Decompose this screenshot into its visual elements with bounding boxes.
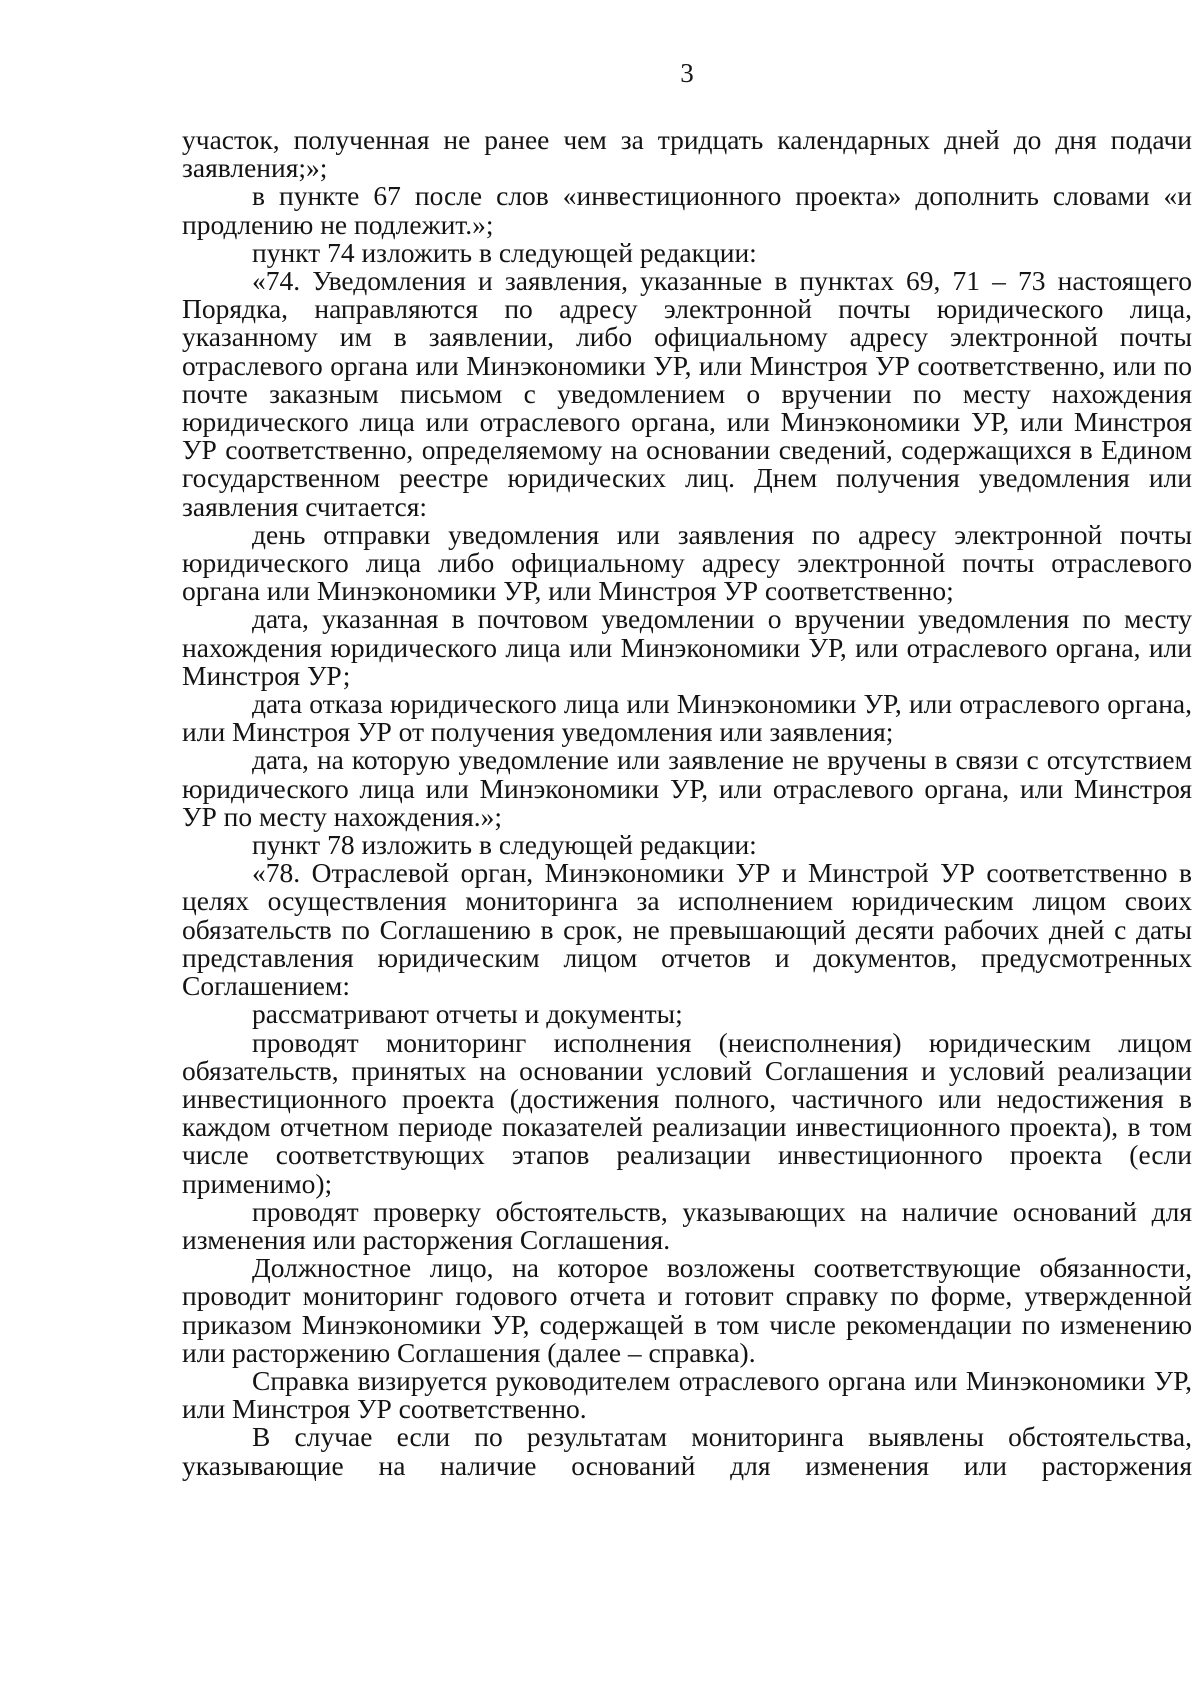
paragraph: дата отказа юридического лица или Минэкономики УР, или отраслевого органа, или Минстроя УР от получения уведомления или заявления;	[182, 688, 1192, 748]
paragraph: дата, на которую уведомление или заявление не вручены в связи с отсутствием юридического лица или Минэкономики УР, или отраслевого органа, или Минстроя УР по месту нахождения.»;	[182, 744, 1192, 832]
paragraph: Должностное лицо, на которое возложены соответствующие обязанности, проводит мониторинг годового отчета и готовит справку по форме, утвержденной приказом Минэкономики УР, содержащей в том числе рекомендации по изменению или расторжению Соглашения (далее – справка).	[182, 1252, 1192, 1368]
paragraph: «74. Уведомления и заявления, указанные в пунктах 69, 71 – 73 настоящего Порядка, направляются по адресу электронной почты юридического лица, указанному им в заявлении, либо официальному адресу электронной почты отраслевого органа или Минэкономики УР, или Минстроя УР соответственно, или по почте заказным письмом с уведомлением о вручении по месту нахождения юридического лица или отраслевого органа, или Минэкономики УР, или Минстроя УР соответственно, определяемому на основании сведений, содержащихся в Едином государственном реестре юридических лиц. Днем получения уведомления или заявления считается:	[182, 265, 1192, 522]
paragraph: пункт 74 изложить в следующей редакции:	[252, 236, 757, 268]
document-body	[182, 126, 1192, 1480]
paragraph: В случае если по результатам мониторинга выявлены обстоятельства, указывающие на наличие оснований для изменения или расторжения	[182, 1421, 1192, 1481]
paragraph: дата, указанная в почтовом уведомлении о вручении уведомления по месту нахождения юридического лица или Минэкономики УР, или отраслевого органа, или Минстроя УР;	[182, 603, 1192, 691]
paragraph: «78. Отраслевой орган, Минэкономики УР и Минстрой УР соответственно в целях осуществления мониторинга за исполнением юридическим лицом своих обязательств по Соглашению в срок, не превышающий десяти рабочих дней с даты представления юридическим лицом отчетов и документов, предусмотренных Соглашением:	[182, 857, 1192, 1002]
paragraph: участок, полученная не ранее чем за тридцать календарных дней до дня подачи заявления;»;	[182, 124, 1192, 184]
paragraph: рассматривают отчеты и документы;	[252, 998, 683, 1030]
paragraph: пункт 78 изложить в следующей редакции:	[252, 829, 757, 861]
paragraph: проводят проверку обстоятельств, указывающих на наличие оснований для изменения или расторжения Соглашения.	[182, 1195, 1192, 1255]
page-number: 3	[680, 58, 694, 88]
paragraph: в пункте 67 после слов «инвестиционного проекта» дополнить словами «и продлению не подлежит.»;	[182, 180, 1192, 240]
paragraph: проводят мониторинг исполнения (неисполнения) юридическим лицом обязательств, принятых на основании условий Соглашения и условий реализации инвестиционного проекта (достижения полного, частичного или недостижения в каждом отчетном периоде показателей реализации инвестиционного проекта), в том числе соответствующих этапов реализации инвестиционного проекта (если применимо);	[182, 1026, 1192, 1199]
paragraph: день отправки уведомления или заявления по адресу электронной почты юридического лица либо официальному адресу электронной почты отраслевого органа или Минэкономики УР, или Минстроя УР соответственно;	[182, 518, 1192, 607]
paragraph: Справка визируется руководителем отраслевого органа или Минэкономики УР, или Минстроя УР соответственно.	[182, 1364, 1192, 1425]
